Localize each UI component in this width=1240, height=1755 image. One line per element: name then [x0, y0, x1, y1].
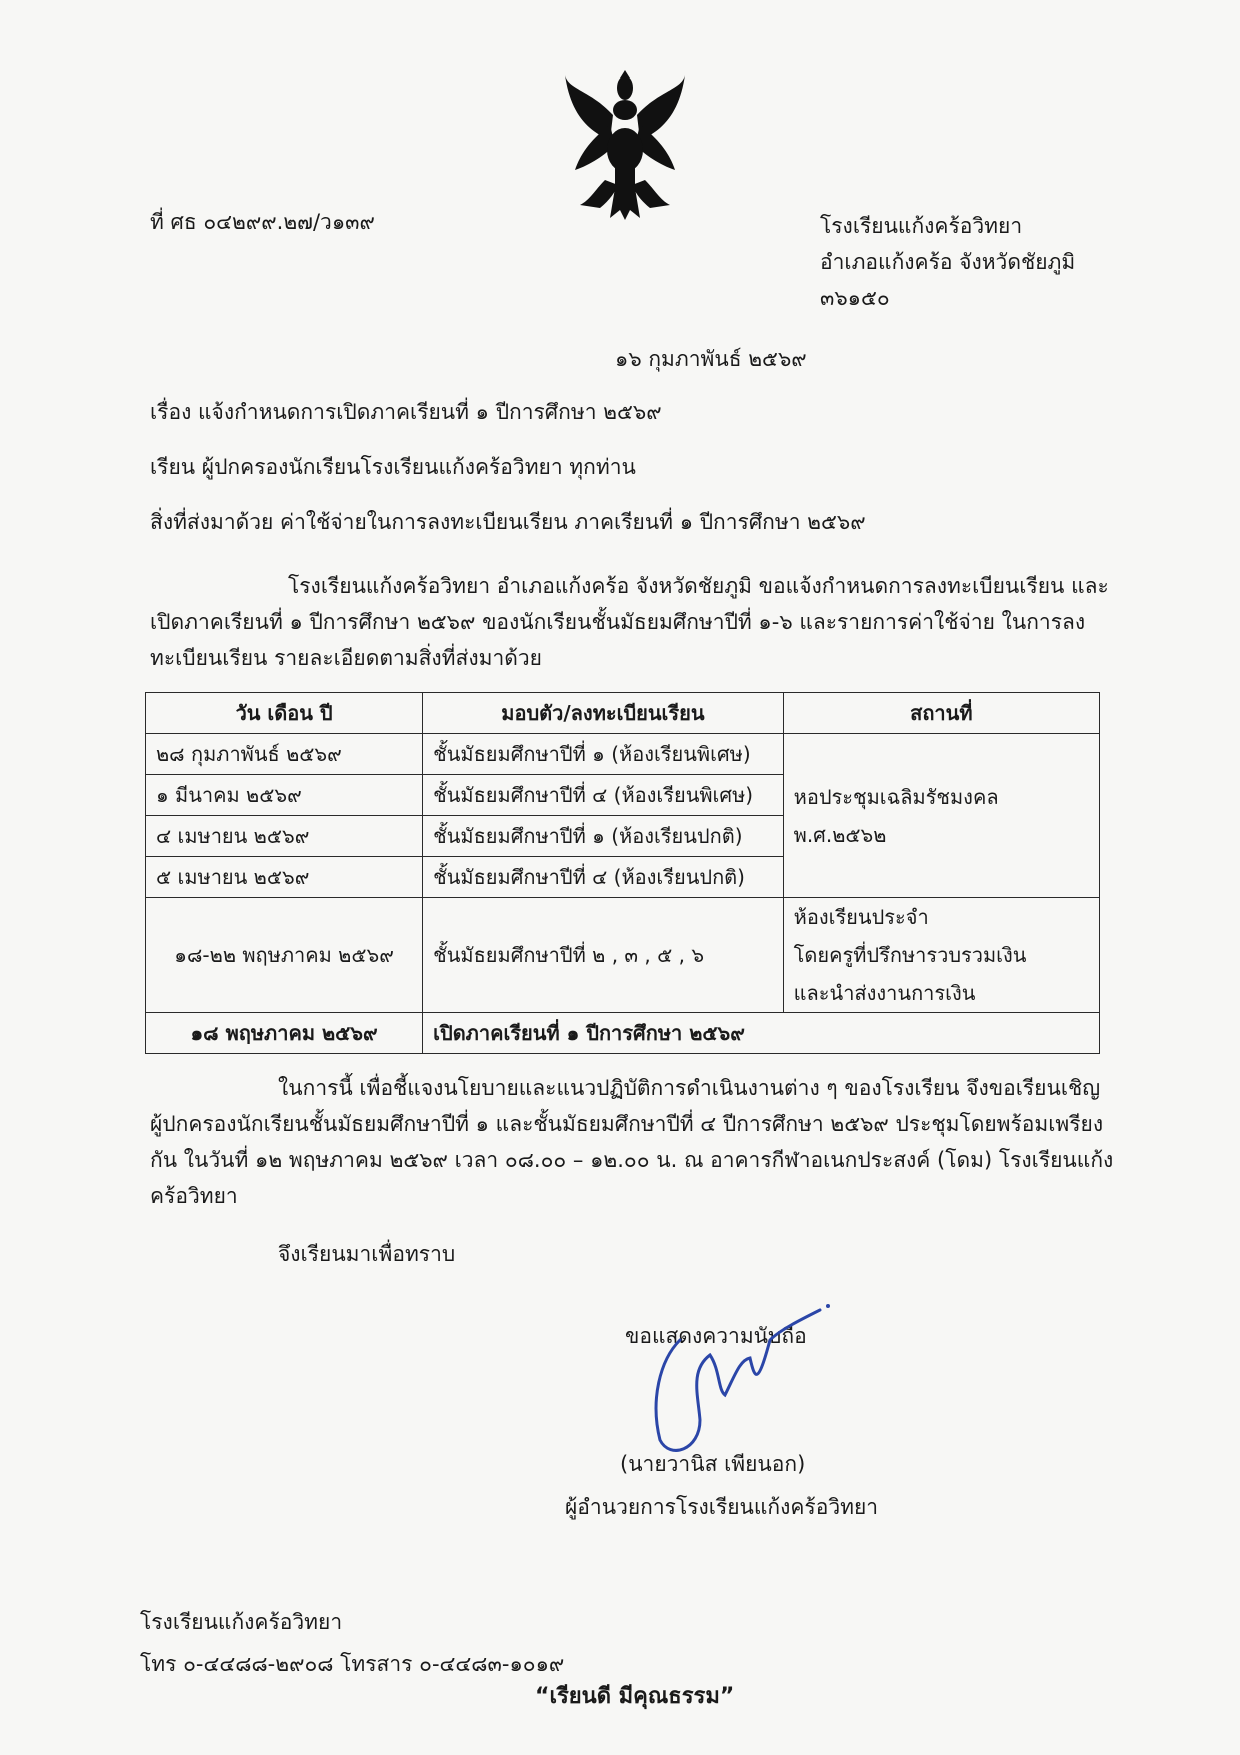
school-motto: “เรียนดี มีคุณธรรม”: [535, 1684, 735, 1709]
table-row: [146, 734, 1100, 775]
row-activity: ชั้นมัธยมศึกษาปีที่ ๔ (ห้องเรียนพิเศษ): [423, 775, 783, 816]
postal-code: ๓๖๑๕๐: [820, 286, 890, 310]
schedule-table: [145, 692, 1100, 1054]
table-row: [146, 1013, 1100, 1054]
school-name: โรงเรียนแก้งคร้อวิทยา: [820, 214, 1023, 238]
shared-location-cell: [783, 734, 1099, 898]
row-location: [783, 898, 1099, 1013]
footer-school: โรงเรียนแก้งคร้อวิทยา: [140, 1610, 343, 1634]
footer-contact: โทร ๐-๔๔๘๘-๒๙๐๘ โทรสาร ๐-๔๔๘๓-๑๐๑๙: [140, 1652, 565, 1676]
row-date: ๒๘ กุมภาพันธ์ ๒๕๖๙: [146, 734, 423, 775]
location-line: หอประชุมเฉลิมรัชมงคล: [793, 784, 999, 809]
row-date: ๕ เมษายน ๒๕๖๙: [146, 857, 423, 898]
signer-name: (นายวานิส เพียนอก): [620, 1452, 806, 1476]
row-date: ๔ เมษายน ๒๕๖๙: [146, 816, 423, 857]
closing-line: จึงเรียนมาเพื่อทราบ: [278, 1242, 456, 1266]
reference-number: ที่ ศธ ๐๔๒๙๙.๒๗/ว๑๓๙: [150, 210, 375, 234]
district-province: อำเภอแก้งคร้อ จังหวัดชัยภูมิ: [820, 250, 1076, 274]
body-paragraph-2: ในการนี้ เพื่อชี้แจงนโยบายและแนวปฏิบัติการดำเนินงานต่าง ๆ ของโรงเรียน จึงขอเรียนเชิญ ผู้ปกครองนักเรียนชั้นมัธยมศึกษาปีที่ ๑ และชั้นมัธยมศึกษาปีที่ ๔ ปีการศึกษา ๒๕๖๙ ประชุมโดยพร้อมเพรียงกัน ในวันที่ ๑๒ พฤษภาคม ๒๕๖๙ เวลา ๐๘.๐๐ – ๑๒.๐๐ น. ณ อาคารกีฬาอเนกประสงค์ (โดม) โรงเรียนแก้งคร้อวิทยา: [150, 1076, 1114, 1208]
row-activity: ชั้นมัธยมศึกษาปีที่ ๒ , ๓ , ๕ , ๖: [423, 898, 783, 1013]
table-header-row: [146, 693, 1100, 734]
column-header-location: สถานที่: [783, 693, 1099, 734]
column-header-date: วัน เดือน ปี: [146, 693, 423, 734]
subject-line: เรื่อง แจ้งกำหนดการเปิดภาคเรียนที่ ๑ ปีการศึกษา ๒๕๖๙: [150, 400, 662, 424]
body-paragraph-1: โรงเรียนแก้งคร้อวิทยา อำเภอแก้งคร้อ จังหวัดชัยภูมิ ขอแจ้งกำหนดการลงทะเบียนเรียน และเปิดภาคเรียนที่ ๑ ปีการศึกษา ๒๕๖๙ ของนักเรียนชั้นมัธยมศึกษาปีที่ ๑-๖ และรายการค่าใช้จ่าย ในการลงทะเบียนเรียน รายละเอียดตามสิ่งที่ส่งมาด้วย: [150, 574, 1109, 670]
recipient-line: เรียน ผู้ปกครองนักเรียนโรงเรียนแก้งคร้อวิทยา ทุกท่าน: [150, 455, 636, 479]
column-header-activity: มอบตัว/ลงทะเบียนเรียน: [423, 693, 783, 734]
row-date: ๑๘-๒๒ พฤษภาคม ๒๕๖๙: [146, 898, 423, 1013]
location-line: โดยครูที่ปรึกษารวบรวมเงิน: [793, 943, 1027, 967]
location-line: และนำส่งงานการเงิน: [793, 981, 976, 1005]
sender-address: [820, 208, 1075, 316]
row-date: ๑ มีนาคม ๒๕๖๙: [146, 775, 423, 816]
row-activity: ชั้นมัธยมศึกษาปีที่ ๔ (ห้องเรียนปกติ): [423, 857, 783, 898]
table-row: [146, 898, 1100, 1013]
row-activity: ชั้นมัธยมศึกษาปีที่ ๑ (ห้องเรียนปกติ): [423, 816, 783, 857]
location-line: ห้องเรียนประจำ: [793, 905, 929, 929]
row-date: ๑๘ พฤษภาคม ๒๕๖๙: [146, 1013, 423, 1054]
letter-date: ๑๖ กุมภาพันธ์ ๒๕๖๙: [615, 347, 807, 371]
signature-image: [640, 1300, 830, 1460]
complimentary-close: ขอแสดงความนับถือ: [625, 1324, 807, 1348]
row-activity: ชั้นมัธยมศึกษาปีที่ ๑ (ห้องเรียนพิเศษ): [423, 734, 783, 775]
signer-position: ผู้อำนวยการโรงเรียนแก้งคร้อวิทยา: [565, 1495, 879, 1519]
row-activity: เปิดภาคเรียนที่ ๑ ปีการศึกษา ๒๕๖๙: [423, 1013, 1100, 1054]
location-line: พ.ศ.๒๕๖๒: [793, 822, 887, 847]
enclosure-line: สิ่งที่ส่งมาด้วย ค่าใช้จ่ายในการลงทะเบียนเรียน ภาคเรียนที่ ๑ ปีการศึกษา ๒๕๖๙: [150, 510, 866, 534]
garuda-emblem-icon: [560, 70, 690, 220]
